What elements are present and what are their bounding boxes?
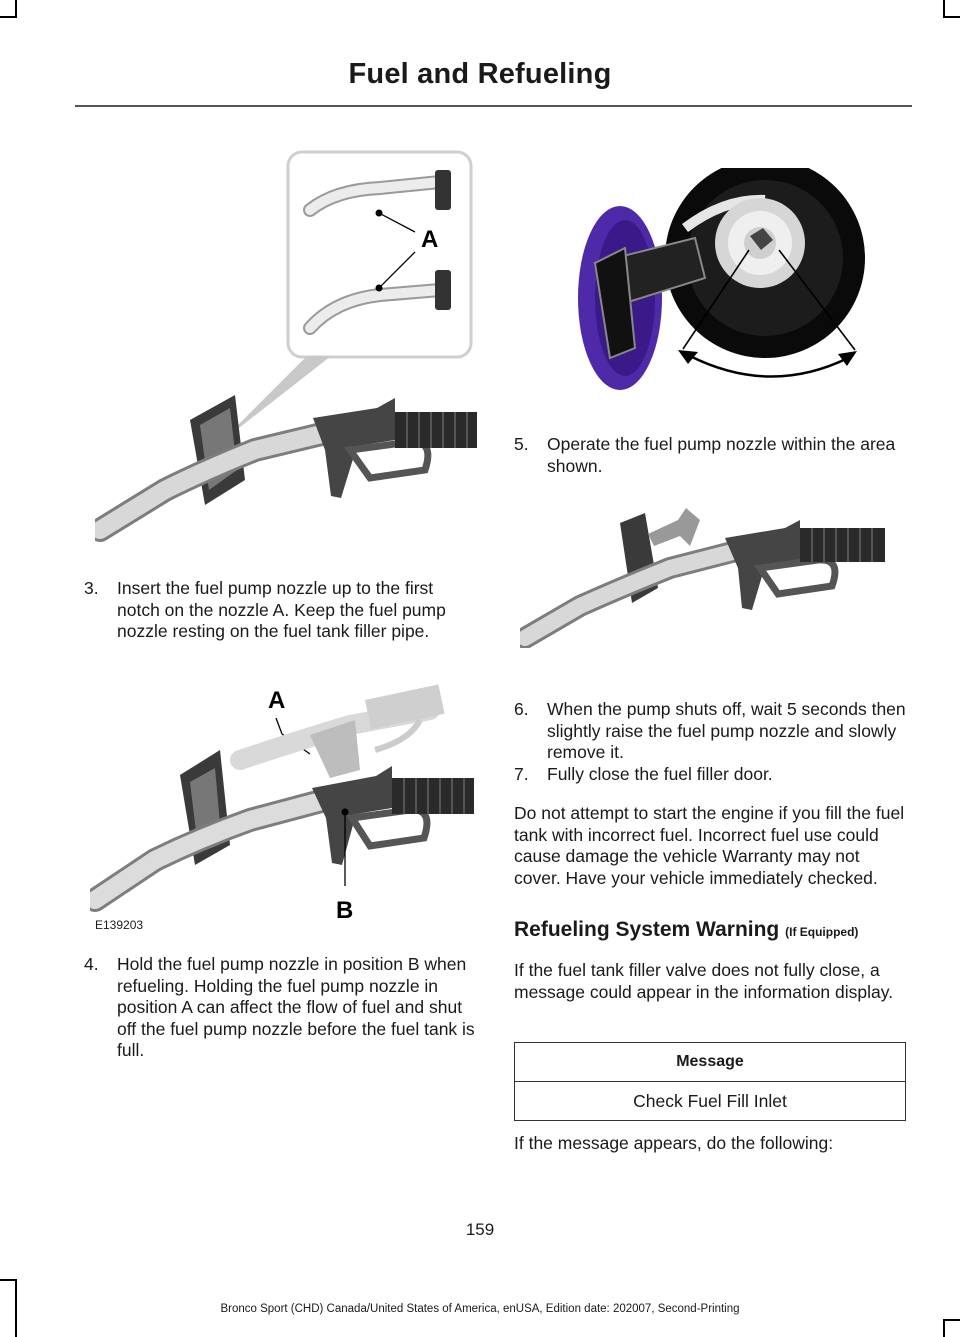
nozzle-tilt-figure	[520, 498, 890, 648]
step-text: Fully close the fuel filler door.	[547, 764, 773, 784]
message-table-header: Message	[515, 1043, 906, 1082]
position-label-b: B	[336, 897, 354, 924]
step-text: Hold the fuel pump nozzle in position B when refueling. Holding the fuel pump nozzle in position A can affect the flow of fuel and shut off the fuel pump nozzle before the fuel tank is full.	[117, 954, 475, 1060]
header-divider	[75, 105, 912, 107]
step-text: When the pump shuts off, wait 5 seconds then slightly raise the fuel pump nozzle and slowly remove it.	[547, 699, 906, 762]
nozzle-notch-figure	[95, 150, 480, 550]
message-table	[514, 1042, 906, 1121]
refuel-intro-paragraph: If the fuel tank filler valve does not fully close, a message could appear in the information display.	[514, 960, 894, 1002]
warning-paragraph: Do not attempt to start the engine if you fill the fuel tank with incorrect fuel. Incorrect fuel use could cause damage the vehicle Warranty may not cover. Have your vehicle immediately checked.	[514, 803, 905, 888]
page-title: Fuel and Refueling	[348, 58, 612, 90]
footer-text: Bronco Sport (CHD) Canada/United States of America, enUSA, Edition date: 202007, Second-Printing	[220, 1303, 740, 1315]
callout-label-a: A	[421, 226, 439, 253]
position-label-a: A	[268, 687, 286, 714]
page-number: 159	[465, 1220, 495, 1239]
nozzle-position-figure	[90, 680, 480, 925]
step-number: 6.	[514, 699, 529, 719]
step-number: 7.	[514, 764, 529, 784]
section-title: Refueling System Warning	[514, 918, 780, 941]
step-number: 3.	[84, 578, 99, 598]
figure-code: E139203	[95, 918, 144, 932]
step-text: Operate the fuel pump nozzle within the area shown.	[547, 434, 896, 476]
step-text: Insert the fuel pump nozzle up to the first notch on the nozzle A. Keep the fuel pump nozzle resting on the fuel tank filler pipe.	[117, 578, 446, 641]
crop-mark	[943, 1319, 945, 1337]
step-number: 4.	[84, 954, 99, 974]
step-number: 5.	[514, 434, 529, 454]
followup-paragraph: If the message appears, do the following:	[514, 1133, 834, 1153]
crop-mark	[0, 1279, 17, 1281]
section-heading	[514, 918, 914, 942]
crop-mark	[0, 16, 17, 18]
message-table-cell: Check Fuel Fill Inlet	[515, 1082, 906, 1121]
crop-mark	[943, 16, 960, 18]
section-suffix: (If Equipped)	[785, 925, 859, 939]
crop-mark	[943, 1319, 960, 1321]
filler-rotation-figure	[565, 168, 865, 398]
